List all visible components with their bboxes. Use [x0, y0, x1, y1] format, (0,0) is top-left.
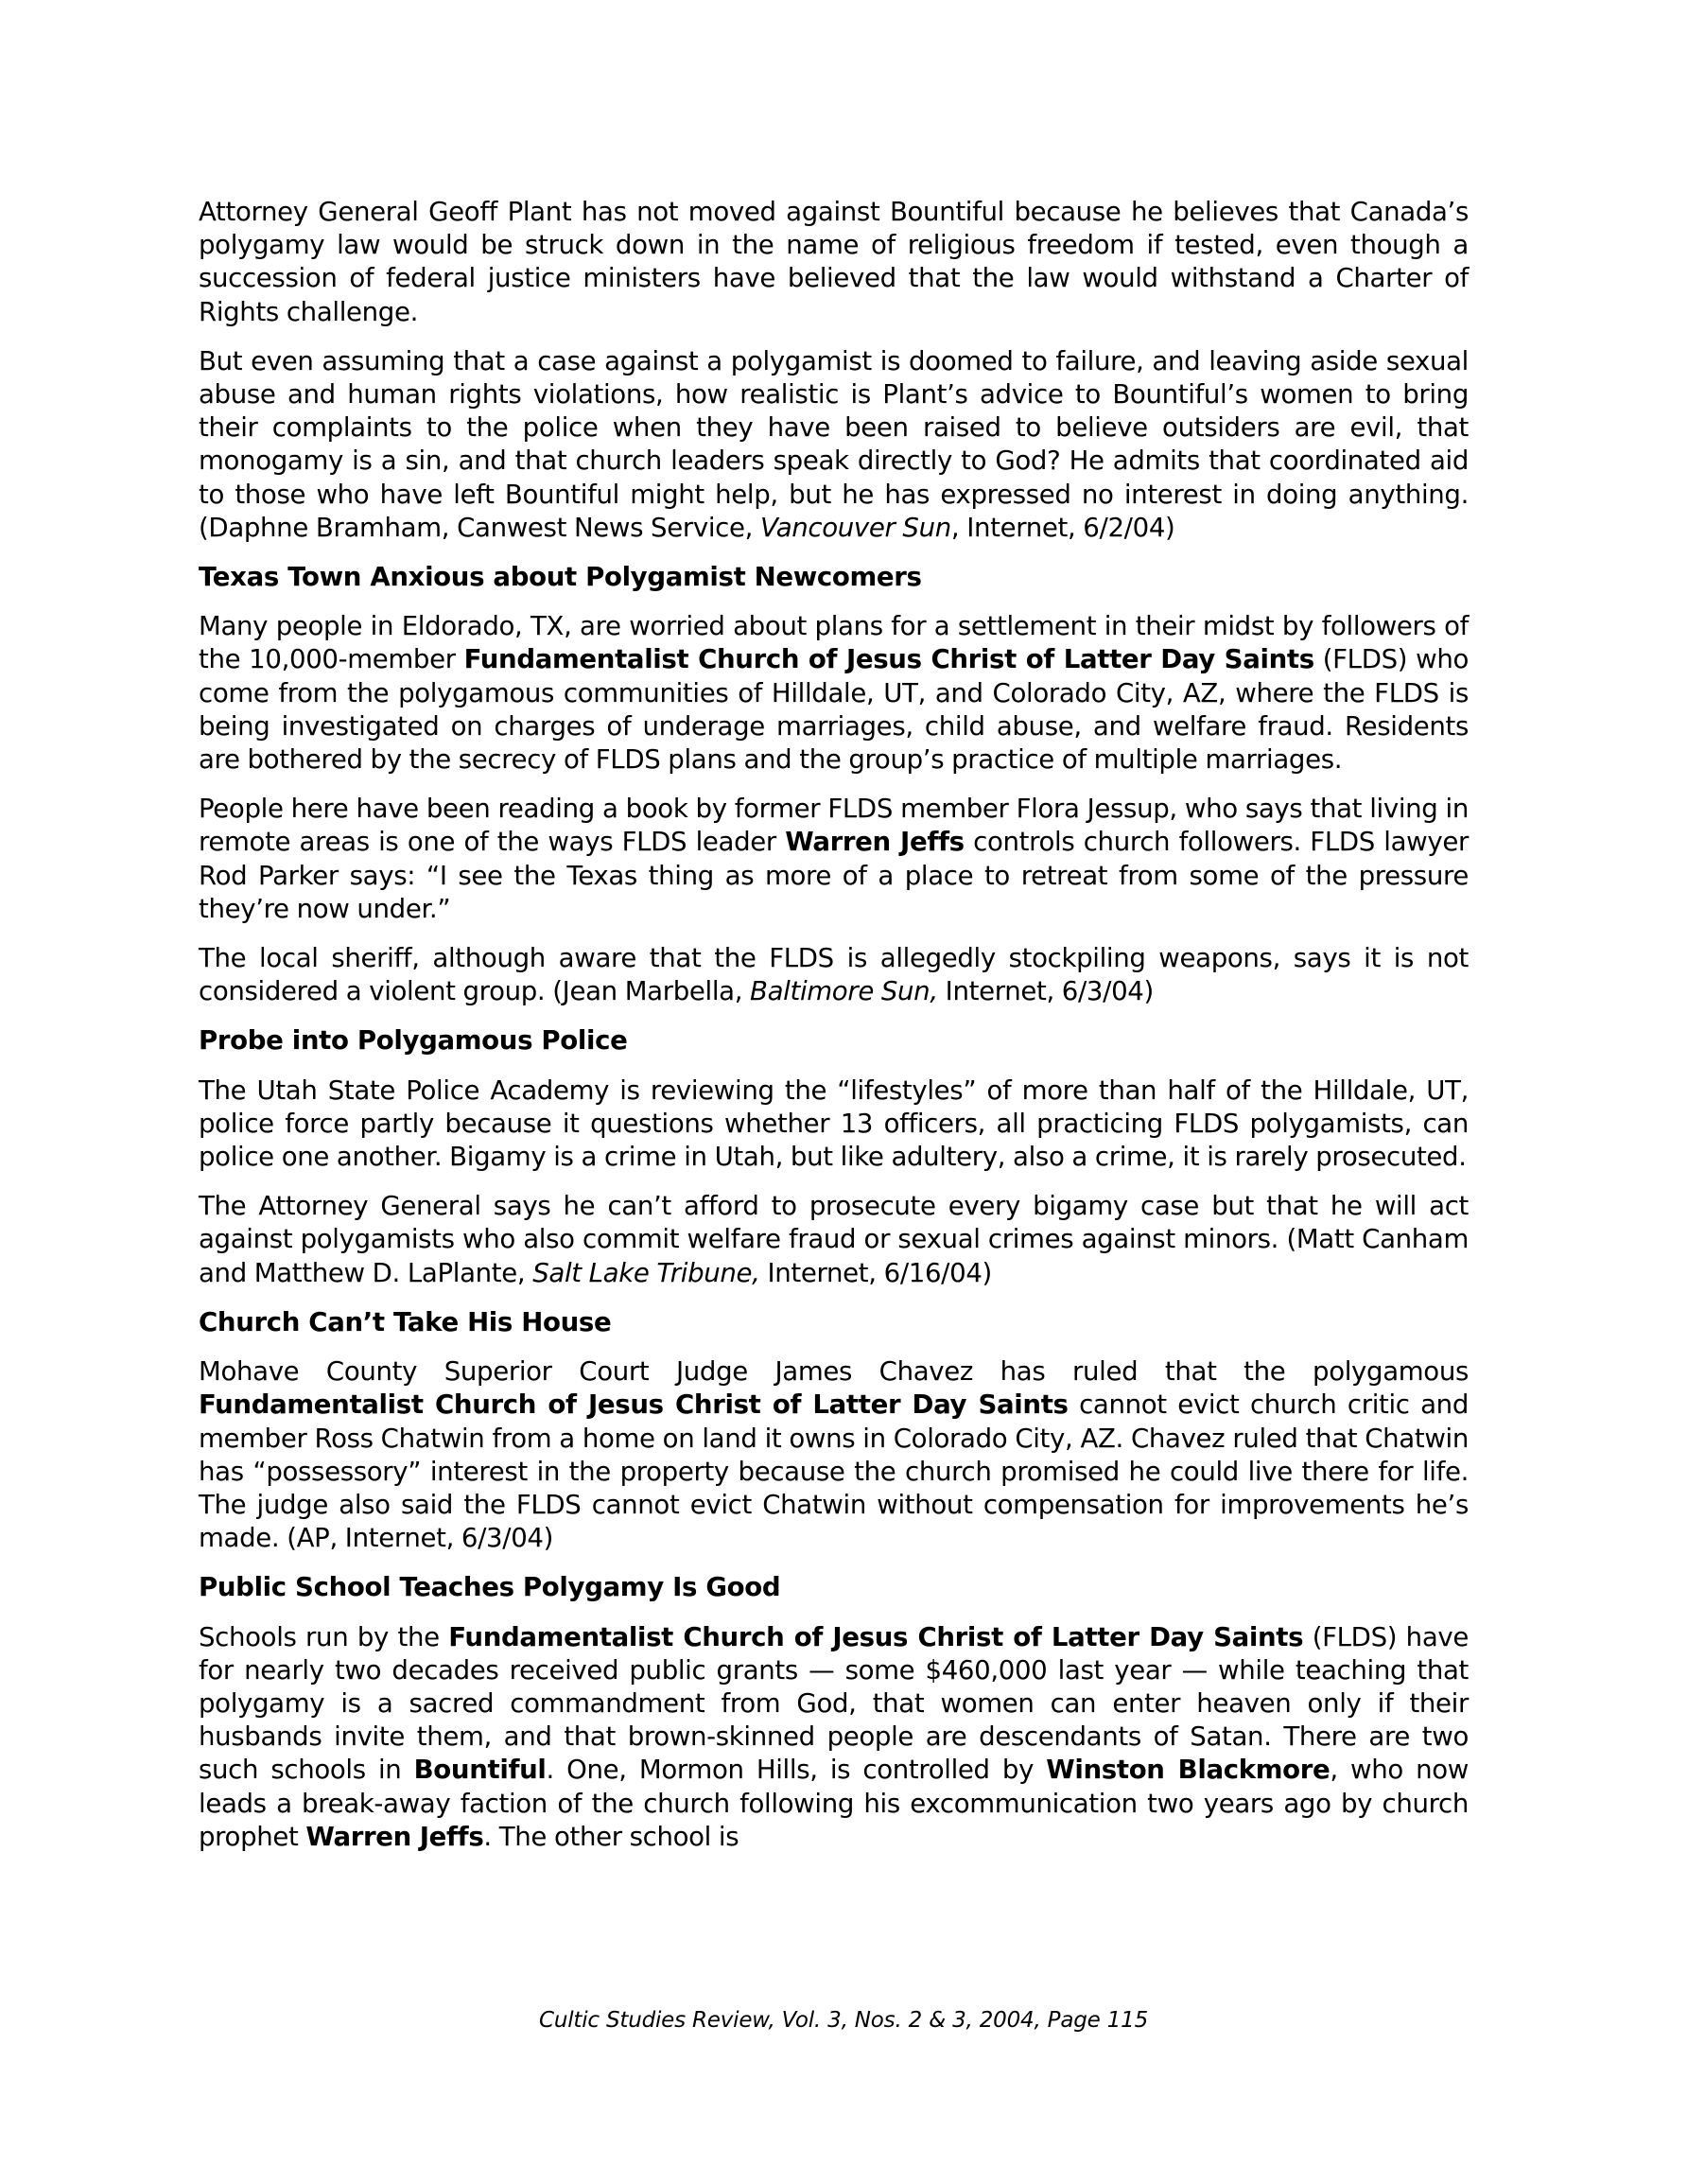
text-run: The Utah State Police Academy is reviewing the “lifestyles” of more than half of the Hilldale, UT, police force partly because it questions whether 13 officers, all practicing FLDS polygamists, can police one another. Bigamy is a crime in Utah, but like adultery, also a crime, it is rarely prosecuted.: [199, 1074, 1469, 1173]
bold-name: Fundamentalist Church of Jesus Christ of Latter Day Saints: [463, 643, 1314, 675]
text-run: (FLDS) who come from the polygamous communities of Hilldale, UT, and Colorado City, AZ, where the FLDS is being investigated on charges of underage marriages, child abuse, and welfare fraud. Residents are bothered by the secrecy of FLDS plans and the group’s practice of multiple marriages.: [199, 643, 1469, 776]
paragraph: [199, 1354, 1469, 1554]
text-run: , who now leads a break-away faction of the church following his excommunication two years ago by church prophet: [199, 1754, 1469, 1852]
publication-title: Salt Lake Tribune,: [532, 1256, 760, 1288]
text-run: Internet, 6/3/04): [937, 975, 1154, 1007]
paragraph: [199, 1189, 1469, 1289]
section-heading: Public School Teaches Polygamy Is Good: [199, 1571, 781, 1603]
paragraph: [199, 344, 1469, 544]
section-heading: Probe into Polygamous Police: [199, 1024, 628, 1057]
section-heading: Church Can’t Take His House: [199, 1305, 612, 1337]
text-run: But even assuming that a case against a polygamist is doomed to failure, and leaving aside sexual abuse and human rights violations, how realistic is Plant’s advice to Bountiful’s women to bring their complaints to the police when they have been raised to believe outsiders are evil, that monogamy is a sin, and that church leaders speak directly to God? He admits that coordinated aid to those who have left Bountiful might help, but he has expressed no interest in doing anything. (Daphne Bramham, Canwest News Service,: [199, 344, 1469, 543]
bold-name: Fundamentalist Church of Jesus Christ of Latter Day Saints: [448, 1620, 1304, 1652]
text-run: Schools run by the: [199, 1620, 449, 1652]
text-run: . The other school is: [483, 1820, 739, 1852]
text-run: . One, Mormon Hills, is controlled by: [546, 1754, 1047, 1786]
publication-title: Baltimore Sun,: [750, 975, 938, 1007]
article-section: [199, 195, 1469, 544]
section-heading: Texas Town Anxious about Polygamist Newcomers: [199, 561, 922, 593]
paragraph: [199, 195, 1469, 328]
article-section: [199, 1305, 1469, 1554]
bold-name: Fundamentalist Church of Jesus Christ of Latter Day Saints: [199, 1389, 1069, 1421]
bold-name: Winston Blackmore: [1046, 1754, 1330, 1786]
article-section: [199, 1023, 1469, 1288]
page-footer: Cultic Studies Review, Vol. 3, Nos. 2 & 3, 2004, Page 115: [539, 2008, 1148, 2033]
publication-title: Vancouver Sun: [759, 511, 951, 543]
paragraph: [199, 609, 1469, 776]
text-run: Mohave County Superior Court Judge James Chavez has ruled that the polygamous: [199, 1355, 1469, 1388]
text-run: (FLDS) have for nearly two decades received public grants — some $460,000 last year — while teaching that polygamy is a sacred commandment from God, that women can enter heaven only if their husbands invite them, and that brown-skinned people are descendants of Satan. There are two such schools in: [199, 1620, 1469, 1786]
paragraph: [199, 792, 1469, 925]
text-run: Many people in Eldorado, TX, are worried about plans for a settlement in their midst by followers of the 10,000-member: [199, 610, 1469, 675]
text-run: The local sheriff, although aware that the FLDS is allegedly stockpiling weapons, says it is not considered a violent group. (Jean Marbella,: [199, 942, 1469, 1007]
text-run: controls church followers. FLDS lawyer Rod Parker says: “I see the Texas thing as more of a place to retreat from some of the pressure they’re now under.”: [199, 826, 1469, 924]
paragraph: [199, 1074, 1469, 1174]
article-section: [199, 560, 1469, 1007]
article-section: [199, 1570, 1469, 1853]
text-run: Internet, 6/16/04): [759, 1256, 992, 1288]
bold-name: Warren Jeffs: [785, 826, 965, 858]
text-run: People here have been reading a book by former FLDS member Flora Jessup, who says that living in remote areas is one of the ways FLDS leader: [199, 793, 1469, 858]
text-run: cannot evict church critic and member Ross Chatwin from a home on land it owns in Colorado City, AZ. Chavez ruled that Chatwin has “possessory” interest in the property because the church promised he could live there for life. The judge also said the FLDS cannot evict Chatwin without compensation for improvements he’s made. (AP, Internet, 6/3/04): [199, 1389, 1469, 1554]
bold-name: Bountiful: [413, 1754, 547, 1786]
document-body: [199, 195, 1469, 1869]
text-run: Attorney General Geoff Plant has not moved against Bountiful because he believes that Canada’s polygamy law would be struck down in the name of religious freedom if tested, even though a succession of federal justice ministers have believed that the law would withstand a Charter of Rights challenge.: [199, 196, 1469, 327]
bold-name: Warren Jeffs: [305, 1820, 484, 1852]
paragraph: [199, 941, 1469, 1007]
text-run: , Internet, 6/2/04): [950, 511, 1175, 543]
text-run: The Attorney General says he can’t afford to prosecute every bigamy case but that he will act against polygamists who also commit welfare fraud or sexual crimes against minors. (Matt Canham and Matthew D. LaPlante,: [199, 1190, 1469, 1288]
paragraph: [199, 1620, 1469, 1853]
